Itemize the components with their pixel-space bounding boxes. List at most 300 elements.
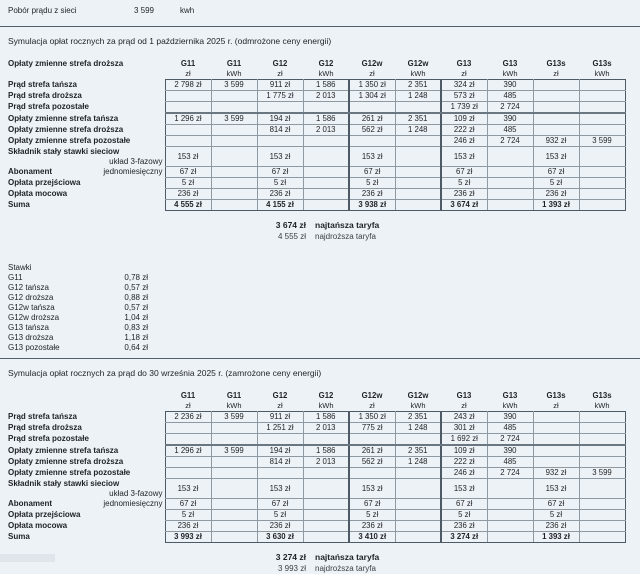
table-row — [8, 445, 625, 457]
priciest-tariff-label: najdroższa taryfa — [315, 232, 376, 241]
cell[interactable]: 3 993 zł — [165, 532, 211, 543]
cell[interactable]: 3 674 zł — [441, 200, 487, 211]
cell[interactable] — [533, 113, 579, 125]
cell[interactable] — [487, 499, 533, 510]
cell[interactable]: 2 724 — [487, 136, 533, 147]
cell[interactable] — [395, 102, 441, 114]
cell[interactable] — [211, 499, 257, 510]
cell[interactable]: 485 — [487, 91, 533, 102]
cell[interactable]: 485 — [487, 423, 533, 434]
cell[interactable] — [211, 468, 257, 479]
cell[interactable] — [579, 178, 625, 189]
cell[interactable] — [395, 178, 441, 189]
bottom-left-strip — [0, 554, 55, 562]
cell[interactable] — [533, 102, 579, 114]
column-unit: zł — [553, 69, 559, 78]
cell[interactable]: 3 274 zł — [441, 532, 487, 543]
cell[interactable]: 236 zł — [441, 189, 487, 200]
rate-value: 0,88 zł — [124, 293, 148, 302]
cell[interactable] — [303, 102, 349, 114]
table-row — [8, 468, 625, 479]
cell[interactable] — [579, 412, 625, 423]
cell[interactable]: 236 zł — [165, 521, 211, 532]
column-unit: zł — [461, 401, 467, 410]
cell[interactable]: 236 zł — [349, 521, 395, 532]
cell[interactable] — [533, 80, 579, 91]
cell[interactable]: 485 — [487, 457, 533, 468]
cell[interactable] — [211, 521, 257, 532]
rate-row — [8, 273, 148, 283]
cell[interactable]: 67 zł — [441, 499, 487, 510]
section1-summary — [240, 220, 640, 242]
cell[interactable]: 2 351 — [395, 113, 441, 125]
rate-label: G13 droższa — [8, 333, 54, 342]
cell[interactable] — [165, 457, 211, 468]
cell[interactable] — [165, 468, 211, 479]
cell[interactable]: 1 296 zł — [165, 445, 211, 457]
cell[interactable] — [257, 102, 303, 114]
cell[interactable]: 2 013 — [303, 457, 349, 468]
cell[interactable]: 2 798 zł — [165, 80, 211, 91]
rate-value: 0,57 zł — [124, 303, 148, 312]
cell[interactable]: 3 599 — [579, 136, 625, 147]
cell[interactable]: 4 555 zł — [165, 200, 211, 211]
rate-row — [8, 333, 148, 343]
cell[interactable]: 5 zł — [533, 178, 579, 189]
column-unit: zł — [277, 69, 283, 78]
cell[interactable]: 932 zł — [533, 136, 579, 147]
cell[interactable]: 5 zł — [441, 178, 487, 189]
column-header: G13 — [456, 391, 472, 400]
cell[interactable] — [395, 189, 441, 200]
rate-value: 0,64 zł — [124, 343, 148, 352]
cell[interactable]: 301 zł — [441, 423, 487, 434]
cell[interactable]: 562 zł — [349, 125, 395, 136]
cell[interactable]: 3 599 — [211, 113, 257, 125]
rate-label: G13 pozostałe — [8, 343, 60, 352]
column-unit: kWh — [594, 401, 610, 410]
table-corner-label: Opłaty zmienne strefa droższa — [8, 59, 124, 68]
cell[interactable]: 1 350 zł — [349, 412, 395, 423]
cell[interactable]: 236 zł — [533, 521, 579, 532]
cell[interactable]: 5 zł — [257, 178, 303, 189]
cell[interactable] — [579, 521, 625, 532]
cell[interactable] — [303, 200, 349, 211]
cell[interactable] — [211, 91, 257, 102]
cell[interactable] — [579, 423, 625, 434]
cell[interactable] — [303, 189, 349, 200]
row-label: Opłaty zmienne strefa tańsza — [8, 445, 119, 455]
cell[interactable] — [579, 189, 625, 200]
cell[interactable]: 5 zł — [349, 178, 395, 189]
rate-label: G12 droższa — [8, 293, 54, 302]
cell[interactable]: 390 — [487, 445, 533, 457]
rate-label: G12w droższa — [8, 313, 60, 322]
cell[interactable] — [533, 412, 579, 423]
cell[interactable]: 4 155 zł — [257, 200, 303, 211]
row-label: Opłaty zmienne strefa tańsza — [8, 113, 119, 123]
cell[interactable]: 932 zł — [533, 468, 579, 479]
cell[interactable] — [211, 125, 257, 136]
cell[interactable]: 261 zł — [349, 113, 395, 125]
column-header: G13 — [456, 59, 472, 68]
cell[interactable] — [303, 479, 349, 499]
cell[interactable] — [349, 136, 395, 147]
cell[interactable] — [395, 167, 441, 178]
cell[interactable]: 1 393 zł — [533, 200, 579, 211]
column-header: G12 — [272, 59, 288, 68]
cell[interactable] — [303, 147, 349, 167]
cell[interactable]: 5 zł — [441, 510, 487, 521]
column-unit: zł — [277, 401, 283, 410]
rate-label: G13 tańsza — [8, 323, 49, 332]
cell[interactable] — [211, 147, 257, 167]
cell[interactable]: 814 zł — [257, 125, 303, 136]
cell[interactable] — [533, 445, 579, 457]
cell[interactable]: 5 zł — [533, 510, 579, 521]
cell[interactable]: 109 zł — [441, 113, 487, 125]
cell[interactable] — [165, 136, 211, 147]
cell[interactable]: 324 zł — [441, 80, 487, 91]
cell[interactable] — [579, 445, 625, 457]
cell[interactable] — [395, 468, 441, 479]
cell[interactable]: 236 zł — [349, 189, 395, 200]
cell[interactable] — [211, 532, 257, 543]
cell[interactable]: 67 zł — [257, 499, 303, 510]
cell[interactable]: 1 248 — [395, 457, 441, 468]
cell[interactable]: 243 zł — [441, 412, 487, 423]
cell[interactable]: 1 586 — [303, 80, 349, 91]
cell[interactable] — [395, 147, 441, 167]
cell[interactable]: 390 — [487, 412, 533, 423]
row-label: Opłaty zmienne strefa droższa — [8, 125, 124, 134]
cell[interactable]: 5 zł — [257, 510, 303, 521]
cell[interactable]: 67 zł — [165, 167, 211, 178]
rate-label: G11 — [8, 273, 23, 282]
row-label: Opłata mocowa — [8, 189, 68, 198]
cell[interactable]: 153 zł — [349, 479, 395, 499]
cell[interactable]: 911 zł — [257, 412, 303, 423]
cell[interactable]: 222 zł — [441, 457, 487, 468]
cell[interactable] — [579, 147, 625, 167]
row-label: Składnik stały stawki sieciow układ 3-fazowy — [8, 146, 163, 166]
cell[interactable]: 67 zł — [165, 499, 211, 510]
column-unit: kWh — [226, 69, 242, 78]
cell[interactable]: 2 013 — [303, 91, 349, 102]
cell[interactable] — [165, 91, 211, 102]
cell[interactable]: 67 zł — [349, 167, 395, 178]
cell[interactable]: 3 599 — [211, 80, 257, 91]
row-label: Prąd strefa droższa — [8, 423, 82, 432]
cell[interactable]: 2 724 — [487, 468, 533, 479]
cell[interactable]: 562 zł — [349, 457, 395, 468]
column-header: G13s — [546, 59, 566, 68]
cell[interactable] — [579, 80, 625, 91]
cell[interactable] — [211, 167, 257, 178]
rate-label: G12 tańsza — [8, 283, 49, 292]
cell[interactable] — [395, 532, 441, 543]
cell[interactable]: 390 — [487, 113, 533, 125]
cell[interactable]: 67 zł — [533, 499, 579, 510]
cell[interactable]: 911 zł — [257, 80, 303, 91]
cell[interactable] — [211, 479, 257, 499]
cell[interactable]: 236 zł — [165, 189, 211, 200]
rate-value: 0,57 zł — [124, 283, 148, 292]
column-header: G12 — [272, 391, 288, 400]
column-header: G13s — [592, 391, 612, 400]
cell[interactable]: 1 692 zł — [441, 434, 487, 446]
cell[interactable] — [211, 423, 257, 434]
cell[interactable]: 485 — [487, 125, 533, 136]
cell[interactable] — [211, 178, 257, 189]
cell[interactable] — [533, 423, 579, 434]
cell[interactable] — [303, 468, 349, 479]
cell[interactable] — [165, 434, 211, 446]
cell[interactable] — [579, 125, 625, 136]
cell[interactable]: 1 586 — [303, 445, 349, 457]
rate-row — [8, 283, 148, 293]
column-header: G13s — [546, 391, 566, 400]
cell[interactable] — [533, 125, 579, 136]
cell[interactable]: 573 zł — [441, 91, 487, 102]
cell[interactable] — [303, 521, 349, 532]
cell[interactable]: 2 724 — [487, 102, 533, 114]
cell[interactable]: 1 248 — [395, 125, 441, 136]
cell[interactable]: 3 599 — [211, 445, 257, 457]
cell[interactable] — [395, 479, 441, 499]
cell[interactable]: 246 zł — [441, 136, 487, 147]
cell[interactable] — [487, 532, 533, 543]
cheapest-tariff-line — [240, 220, 640, 231]
priciest-tariff-value: 4 555 zł — [277, 232, 306, 241]
cell[interactable] — [395, 200, 441, 211]
cell[interactable] — [579, 91, 625, 102]
rate-row — [8, 293, 148, 303]
cell[interactable]: 2 013 — [303, 125, 349, 136]
cell[interactable]: 3 599 — [211, 412, 257, 423]
column-unit: zł — [185, 69, 191, 78]
cell[interactable]: 2 013 — [303, 423, 349, 434]
cell[interactable] — [211, 434, 257, 446]
cell[interactable]: 3 630 zł — [257, 532, 303, 543]
cell[interactable] — [533, 91, 579, 102]
cell[interactable] — [395, 136, 441, 147]
row-label: Suma — [8, 200, 30, 209]
cell[interactable] — [165, 125, 211, 136]
row-label: Opłaty zmienne strefa pozostałe — [8, 468, 131, 477]
cell[interactable]: 2 236 zł — [165, 412, 211, 423]
cell[interactable]: 5 zł — [349, 510, 395, 521]
cell[interactable]: 2 351 — [395, 80, 441, 91]
rates-list — [8, 273, 148, 353]
cell[interactable]: 153 zł — [165, 147, 211, 167]
column-header: G12w — [407, 391, 429, 400]
cell[interactable] — [349, 102, 395, 114]
cell[interactable] — [257, 136, 303, 147]
cell[interactable] — [257, 468, 303, 479]
tariff-table-frozen — [8, 391, 626, 543]
cell[interactable]: 1 739 zł — [441, 102, 487, 114]
cell[interactable] — [579, 167, 625, 178]
column-unit: kWh — [318, 401, 334, 410]
cell[interactable] — [303, 136, 349, 147]
cell[interactable] — [487, 147, 533, 167]
table-row — [8, 499, 625, 510]
row-label: Prąd strefa pozostałe — [8, 434, 89, 444]
cell[interactable] — [533, 457, 579, 468]
horizontal-divider — [0, 26, 640, 27]
cell[interactable] — [303, 510, 349, 521]
cell[interactable]: 194 zł — [257, 113, 303, 125]
cell[interactable] — [579, 457, 625, 468]
cell[interactable] — [211, 200, 257, 211]
cell[interactable]: 67 zł — [441, 167, 487, 178]
cell[interactable] — [211, 189, 257, 200]
cell[interactable]: 1 586 — [303, 412, 349, 423]
cell[interactable] — [579, 200, 625, 211]
cell[interactable]: 153 zł — [441, 479, 487, 499]
cell[interactable]: 153 zł — [533, 147, 579, 167]
cell[interactable]: 1 248 — [395, 91, 441, 102]
column-unit: kWh — [502, 69, 518, 78]
cell[interactable] — [533, 434, 579, 446]
cell[interactable]: 236 zł — [441, 521, 487, 532]
row-label: Opłaty zmienne strefa pozostałe — [8, 136, 131, 145]
cell[interactable] — [303, 178, 349, 189]
cell[interactable]: 67 zł — [257, 167, 303, 178]
cell[interactable] — [303, 499, 349, 510]
cell[interactable] — [579, 510, 625, 521]
cell[interactable] — [579, 113, 625, 125]
cell[interactable]: 153 zł — [349, 147, 395, 167]
row-label: Abonament jednomiesięczny — [8, 499, 163, 508]
cell[interactable]: 2 351 — [395, 412, 441, 423]
cell[interactable]: 153 zł — [441, 147, 487, 167]
cell[interactable]: 246 zł — [441, 468, 487, 479]
cell[interactable] — [211, 510, 257, 521]
section2-summary — [240, 552, 640, 574]
cell[interactable]: 261 zł — [349, 445, 395, 457]
cell[interactable]: 222 zł — [441, 125, 487, 136]
cell[interactable] — [211, 102, 257, 114]
section1-title: Symulacja opłat rocznych za prąd od 1 października 2025 r. (odmrożone ceny energii) — [8, 36, 332, 46]
cell[interactable] — [349, 434, 395, 446]
cell[interactable] — [487, 510, 533, 521]
priciest-tariff-line — [240, 563, 640, 574]
cell[interactable]: 153 zł — [165, 479, 211, 499]
cheapest-tariff-line — [240, 552, 640, 563]
cell[interactable] — [165, 423, 211, 434]
cell[interactable] — [395, 499, 441, 510]
cell[interactable] — [579, 102, 625, 114]
cell[interactable]: 236 zł — [257, 521, 303, 532]
cell[interactable] — [257, 434, 303, 446]
column-header: G13 — [502, 59, 518, 68]
cell[interactable]: 390 — [487, 80, 533, 91]
section2-title: Symulacja opłat rocznych za prąd do 30 września 2025 r. (zamrożone ceny energii) — [8, 368, 322, 378]
cell[interactable] — [165, 102, 211, 114]
grid-intake-value[interactable]: 3 599 — [133, 6, 154, 15]
rate-row — [8, 323, 148, 333]
cell[interactable] — [395, 510, 441, 521]
table-row — [8, 457, 625, 468]
cheapest-tariff-value: 3 274 zł — [275, 552, 306, 562]
cell[interactable] — [579, 434, 625, 446]
cell[interactable]: 814 zł — [257, 457, 303, 468]
cell[interactable]: 1 251 zł — [257, 423, 303, 434]
cell[interactable]: 67 zł — [533, 167, 579, 178]
cell[interactable] — [487, 189, 533, 200]
cell[interactable]: 153 zł — [257, 147, 303, 167]
rates-title: Stawki — [8, 263, 32, 272]
rate-value: 0,83 zł — [124, 323, 148, 332]
cell[interactable]: 5 zł — [165, 178, 211, 189]
cell[interactable] — [487, 200, 533, 211]
cell[interactable] — [579, 479, 625, 499]
cell[interactable]: 5 zł — [165, 510, 211, 521]
cheapest-tariff-label: najtańsza taryfa — [315, 220, 380, 230]
table-row — [8, 479, 625, 499]
priciest-tariff-label: najdroższa taryfa — [315, 564, 376, 573]
cell[interactable] — [211, 136, 257, 147]
row-label: Prąd strefa pozostałe — [8, 102, 89, 112]
cell[interactable]: 1 304 zł — [349, 91, 395, 102]
cell[interactable]: 775 zł — [349, 423, 395, 434]
cell[interactable]: 3 599 — [579, 468, 625, 479]
cell[interactable]: 109 zł — [441, 445, 487, 457]
cell[interactable]: 3 938 zł — [349, 200, 395, 211]
cell[interactable]: 236 zł — [533, 189, 579, 200]
cell[interactable]: 3 410 zł — [349, 532, 395, 543]
cell[interactable]: 153 zł — [257, 479, 303, 499]
cell[interactable] — [487, 178, 533, 189]
cell[interactable] — [303, 434, 349, 446]
column-header: G12 — [318, 59, 334, 68]
cell[interactable]: 1 296 zł — [165, 113, 211, 125]
cell[interactable] — [579, 532, 625, 543]
column-header: G11 — [180, 391, 196, 400]
column-header: G12 — [318, 391, 334, 400]
cell[interactable]: 236 zł — [257, 189, 303, 200]
cell[interactable]: 1 393 zł — [533, 532, 579, 543]
cell[interactable] — [487, 521, 533, 532]
column-header: G12w — [407, 59, 429, 68]
cell[interactable] — [303, 167, 349, 178]
cell[interactable] — [211, 457, 257, 468]
cell[interactable] — [303, 532, 349, 543]
cell[interactable]: 1 586 — [303, 113, 349, 125]
priciest-tariff-line — [240, 231, 640, 242]
cell[interactable] — [349, 468, 395, 479]
cell[interactable] — [395, 521, 441, 532]
cell[interactable]: 1 248 — [395, 423, 441, 434]
cell[interactable] — [579, 499, 625, 510]
column-header: G11 — [226, 391, 242, 400]
cell[interactable]: 1 775 zł — [257, 91, 303, 102]
tariff-table-unfrozen — [8, 59, 626, 211]
cell[interactable]: 2 351 — [395, 445, 441, 457]
cell[interactable]: 2 724 — [487, 434, 533, 446]
rate-value: 1,18 zł — [124, 333, 148, 342]
cell[interactable]: 1 350 zł — [349, 80, 395, 91]
cell[interactable] — [487, 479, 533, 499]
cell[interactable] — [395, 434, 441, 446]
cell[interactable]: 194 zł — [257, 445, 303, 457]
cell[interactable]: 67 zł — [349, 499, 395, 510]
table-row — [8, 113, 625, 125]
cell[interactable]: 153 zł — [533, 479, 579, 499]
cell[interactable] — [487, 167, 533, 178]
